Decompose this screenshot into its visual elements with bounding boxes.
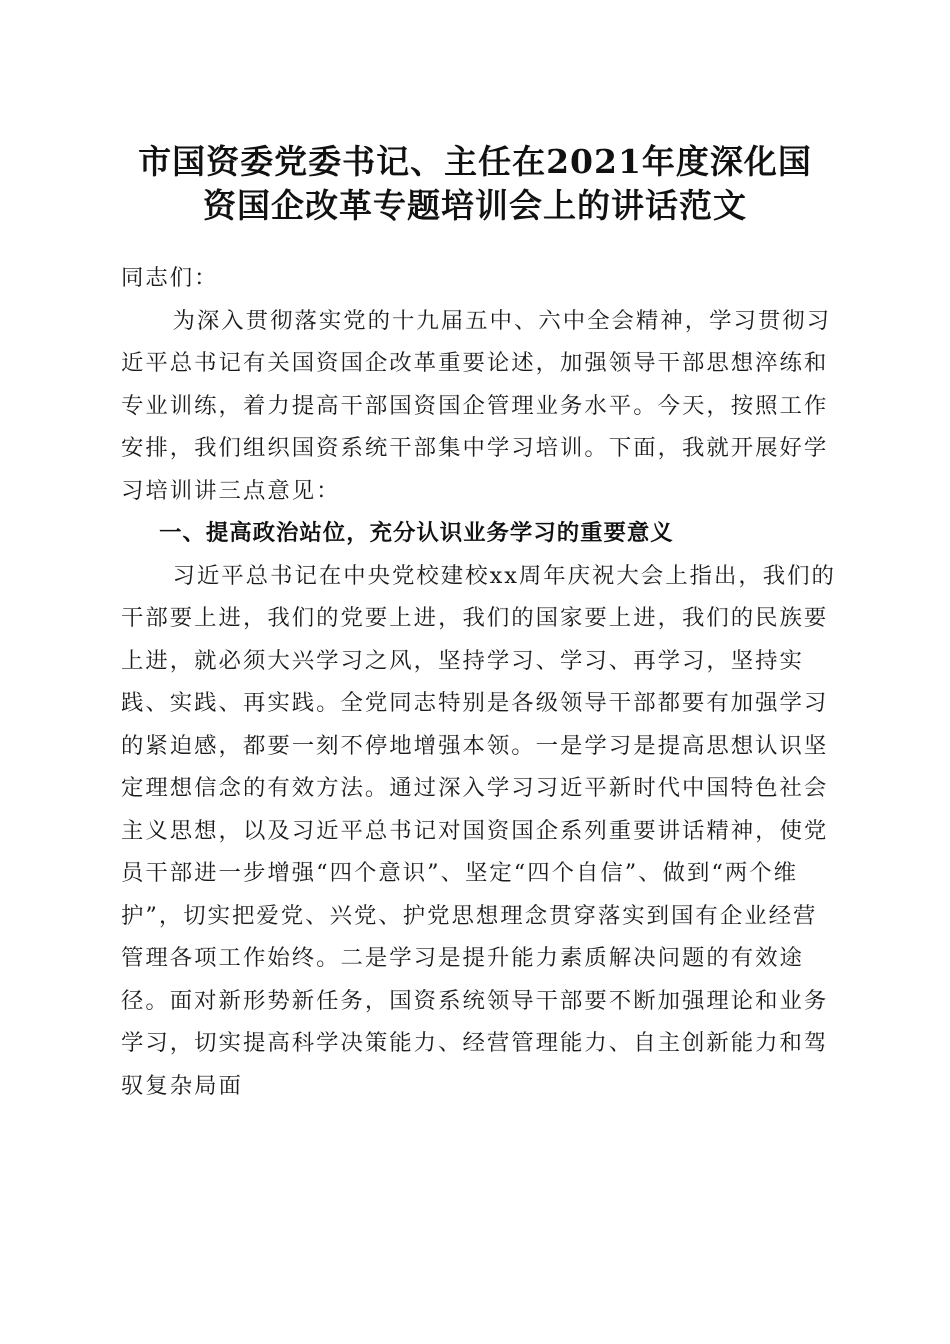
salutation: 同志们： xyxy=(121,265,219,291)
document-title xyxy=(100,140,850,228)
body-paragraph: 习近平总书记在中央党校建校xx周年庆祝大会上指出，我们的干部要上进，我们的党要上进，我们的国家要上进，我们的民族要上进，就必须大兴学习之风，坚持学习、学习、再学习，坚持实践、实践、再实践。全党同志特别是各级领导干部都要有加强学习的紧迫感，都要一刻不停地增强本领。一是学习是提高思想认识坚定理想信念的有效方法。通过深入学习习近平新时代中国特色社会主义思想，以及习近平总书记对国资国企系列重要讲话精神，使党员干部进一步增强“四个意识”、坚定“四个自信”、做到“两个维护”，切实把爱党、兴党、护党思想理念贯穿落实到国有企业经营管理各项工作始终。二是学习是提升能力素质解决问题的有效途径。面对新形势新任务，国资系统领导干部要不断加强理论和业务学习，切实提高科学决策能力、经营管理能力、自主创新能力和驾驭复杂局面 xyxy=(121,562,836,1099)
title-line-1: 市国资委党委书记、主任在2021年度深化国 xyxy=(138,142,812,181)
intro-paragraph: 为深入贯彻落实党的十九届五中、六中全会精神，学习贯彻习近平总书记有关国资国企改革重要论述，加强领导干部思想淬练和专业训练，着力提高干部国资国企管理业务水平。今天，按照工作安排，我们组织国资系统干部集中学习培训。下面，我就开展好学习培训讲三点意见： xyxy=(121,307,832,504)
section-heading: 一、提高政治站位，充分认识业务学习的重要意义 xyxy=(159,520,674,546)
document-body xyxy=(121,257,836,1107)
title-line-2: 资国企改革专题培训会上的讲话范文 xyxy=(203,186,747,225)
